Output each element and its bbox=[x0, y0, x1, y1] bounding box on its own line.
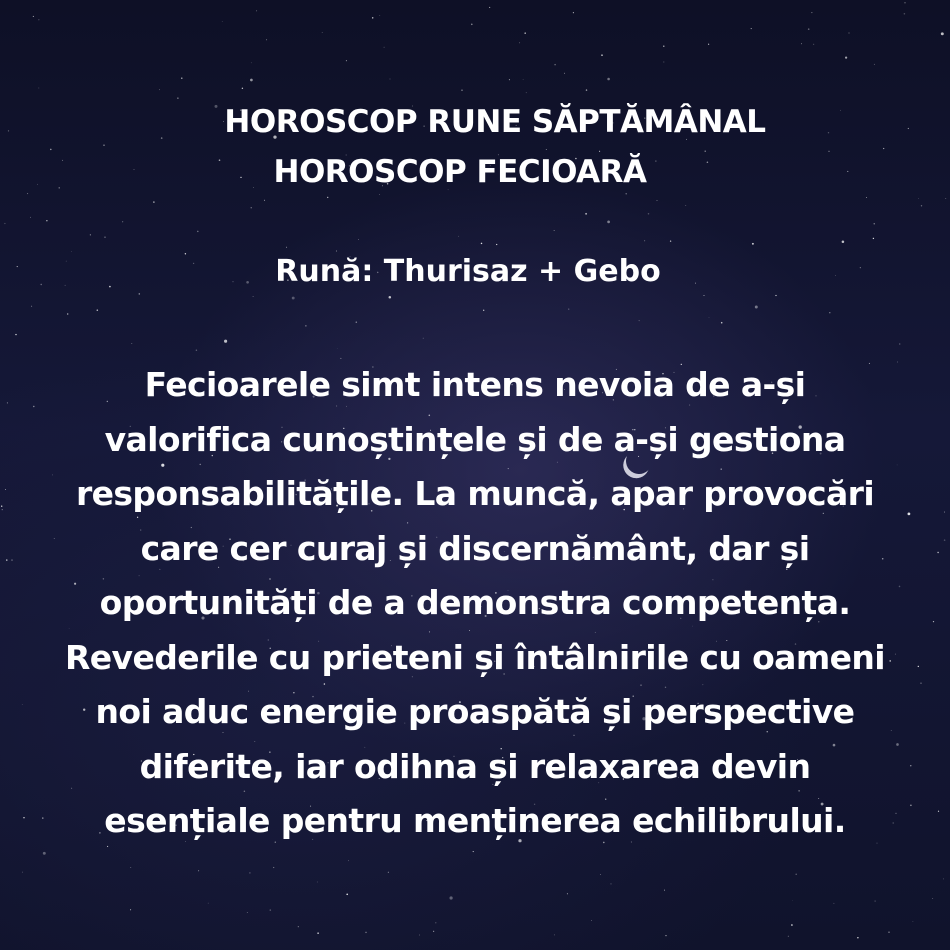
star bbox=[874, 223, 875, 224]
star bbox=[67, 313, 68, 314]
star bbox=[607, 78, 610, 81]
star bbox=[273, 867, 274, 868]
star bbox=[198, 870, 199, 871]
star bbox=[685, 205, 686, 206]
star bbox=[610, 883, 611, 884]
star bbox=[242, 88, 243, 89]
star bbox=[43, 852, 46, 855]
star bbox=[568, 308, 569, 309]
star bbox=[554, 64, 556, 66]
star bbox=[913, 921, 914, 922]
star bbox=[389, 78, 390, 79]
star bbox=[130, 909, 131, 910]
text-line: Fecioarele simt intens nevoia de a-și bbox=[144, 365, 806, 404]
star bbox=[131, 343, 132, 344]
star bbox=[433, 931, 434, 932]
text-line: care cer curaj și discernământ, dar și bbox=[140, 528, 810, 568]
star bbox=[31, 306, 32, 307]
star bbox=[665, 935, 666, 936]
star bbox=[104, 237, 105, 238]
star bbox=[33, 16, 34, 17]
star bbox=[833, 903, 834, 904]
star bbox=[458, 236, 459, 237]
star bbox=[875, 901, 876, 902]
star bbox=[298, 926, 299, 927]
star bbox=[944, 539, 946, 541]
star bbox=[849, 33, 850, 34]
star bbox=[842, 241, 845, 244]
star bbox=[496, 244, 497, 245]
text-line: esențiale pentru menținerea echilibrului. bbox=[104, 801, 846, 840]
star bbox=[873, 238, 874, 239]
star bbox=[249, 872, 251, 874]
star bbox=[657, 200, 658, 201]
star bbox=[346, 894, 348, 896]
star bbox=[473, 851, 474, 852]
star bbox=[317, 932, 319, 934]
star bbox=[921, 205, 922, 206]
star bbox=[600, 874, 601, 875]
text-line: oportunități de a demonstra competența. bbox=[99, 583, 851, 622]
star bbox=[38, 19, 39, 20]
star bbox=[253, 296, 254, 297]
star bbox=[11, 560, 12, 561]
star bbox=[379, 15, 380, 16]
star bbox=[918, 198, 919, 199]
star bbox=[704, 295, 705, 296]
title-main: HOROSCOP RUNE SĂPTĂMÂNAL bbox=[224, 104, 766, 140]
star bbox=[573, 12, 574, 13]
star bbox=[365, 932, 367, 934]
star bbox=[591, 920, 592, 921]
star bbox=[251, 207, 252, 208]
star bbox=[348, 860, 349, 861]
star bbox=[251, 62, 252, 63]
text-line: diferite, iar odihna și relaxarea devin bbox=[139, 746, 811, 786]
star bbox=[829, 312, 830, 313]
star bbox=[945, 198, 946, 199]
star bbox=[389, 296, 392, 299]
star bbox=[435, 922, 436, 923]
star bbox=[419, 935, 420, 936]
star bbox=[586, 89, 587, 90]
star bbox=[264, 200, 265, 201]
star bbox=[322, 32, 323, 33]
star bbox=[1, 506, 2, 507]
star bbox=[795, 874, 797, 876]
star bbox=[811, 12, 812, 13]
star bbox=[122, 221, 123, 222]
star bbox=[197, 231, 199, 233]
star bbox=[519, 42, 520, 43]
star bbox=[801, 43, 802, 44]
star bbox=[509, 79, 510, 80]
star bbox=[22, 872, 23, 873]
star bbox=[97, 309, 99, 311]
star bbox=[523, 79, 524, 80]
star bbox=[639, 320, 640, 321]
star bbox=[90, 234, 91, 235]
star bbox=[554, 934, 555, 935]
star bbox=[6, 559, 7, 560]
star bbox=[286, 247, 287, 248]
star bbox=[904, 2, 905, 3]
star bbox=[845, 57, 847, 59]
star bbox=[526, 92, 527, 93]
star bbox=[471, 24, 473, 26]
star bbox=[944, 512, 945, 513]
star bbox=[937, 552, 938, 553]
star bbox=[775, 295, 776, 296]
star bbox=[938, 811, 939, 812]
star bbox=[256, 11, 257, 12]
star bbox=[791, 924, 793, 926]
text-line: responsabilitățile. La muncă, apar provocări bbox=[75, 474, 875, 513]
title-block bbox=[0, 97, 950, 197]
horoscope-text bbox=[20, 358, 930, 849]
star bbox=[644, 240, 645, 241]
star bbox=[788, 936, 789, 937]
star bbox=[813, 44, 814, 45]
rune-heading: Rună: Thurisaz + Gebo bbox=[275, 254, 661, 289]
star bbox=[663, 46, 664, 47]
star bbox=[423, 338, 424, 339]
star bbox=[130, 867, 131, 868]
star bbox=[601, 54, 603, 56]
text-line: valorifica cunoștințele și de a-și gestiona bbox=[104, 419, 846, 459]
star bbox=[941, 32, 944, 35]
star bbox=[524, 32, 526, 34]
star bbox=[196, 350, 197, 351]
text-line: Revederile cu prieteni și întâlnirile cu oameni bbox=[64, 637, 886, 677]
star bbox=[384, 47, 385, 48]
star bbox=[388, 872, 389, 873]
star bbox=[247, 912, 248, 913]
star bbox=[270, 909, 271, 910]
star bbox=[755, 306, 758, 309]
star bbox=[888, 931, 890, 933]
star bbox=[752, 243, 754, 245]
star bbox=[450, 896, 453, 899]
star bbox=[7, 402, 8, 403]
star bbox=[139, 293, 141, 295]
star bbox=[30, 217, 31, 218]
star bbox=[208, 903, 209, 904]
star bbox=[554, 230, 555, 231]
star bbox=[721, 322, 723, 324]
star bbox=[489, 7, 490, 8]
star bbox=[670, 240, 671, 241]
title-sign: HOROSCOP FECIOARĂ bbox=[273, 154, 647, 190]
star bbox=[250, 79, 253, 82]
star bbox=[38, 88, 39, 89]
star bbox=[585, 213, 587, 215]
star bbox=[4, 223, 5, 224]
star bbox=[2, 509, 3, 510]
star bbox=[266, 39, 267, 40]
star bbox=[708, 44, 709, 45]
star bbox=[943, 879, 944, 880]
star bbox=[153, 201, 154, 202]
star bbox=[933, 621, 934, 622]
star bbox=[932, 898, 933, 899]
star bbox=[564, 73, 565, 74]
star bbox=[709, 317, 710, 318]
star bbox=[648, 213, 650, 215]
star bbox=[751, 28, 752, 29]
star bbox=[305, 325, 306, 326]
star bbox=[346, 60, 347, 61]
star bbox=[481, 243, 483, 245]
text-line: noi aduc energie proaspătă și perspective bbox=[95, 692, 855, 731]
star bbox=[372, 17, 373, 18]
star bbox=[224, 340, 227, 343]
star bbox=[904, 13, 906, 15]
star bbox=[358, 239, 359, 240]
star bbox=[808, 28, 810, 30]
star bbox=[866, 197, 867, 198]
star bbox=[483, 310, 484, 311]
star bbox=[337, 348, 338, 349]
star bbox=[356, 321, 357, 322]
star bbox=[317, 882, 318, 883]
star bbox=[664, 62, 665, 63]
star bbox=[899, 343, 900, 344]
star bbox=[857, 937, 858, 938]
star bbox=[222, 21, 223, 22]
star bbox=[292, 297, 295, 300]
star bbox=[792, 900, 793, 901]
star bbox=[874, 64, 875, 65]
star bbox=[607, 221, 610, 224]
star bbox=[159, 89, 160, 90]
star bbox=[567, 893, 568, 894]
star bbox=[46, 220, 47, 221]
star bbox=[5, 489, 6, 490]
star bbox=[181, 78, 182, 79]
star bbox=[15, 334, 16, 335]
star bbox=[664, 890, 665, 891]
star bbox=[461, 89, 463, 91]
